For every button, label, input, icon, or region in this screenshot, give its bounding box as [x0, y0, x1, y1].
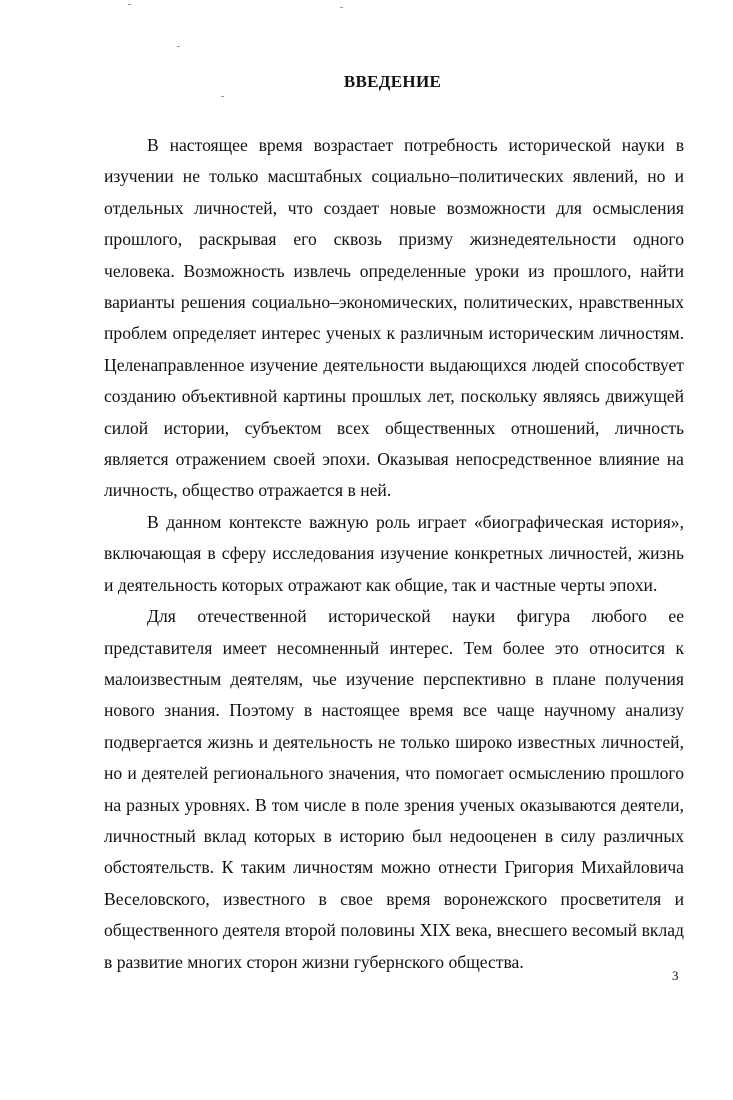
document-body — [104, 130, 684, 978]
paragraph: Для отечественной исторической науки фигура любого ее представителя имеет несомненный интерес. Тем более это относится к малоизвестным деятелям, чье изучение перспективно в плане получения нового знания. Поэтому в настоящее время все чаще научному анализу подвергается жизнь и деятельность не только широко известных личностей, но и деятелей регионального значения, что помогает осмыслению прошлого на разных уровнях. В том числе в поле зрения ученых оказываются деятели, личностный вклад которых в историю был недооценен в силу различных обстоятельств. К таким личностям можно отнести Григория Михайловича Веселовского, известного в свое время воронежского просветителя и общественного деятеля второй половины XIX века, внесшего весомый вклад в развитие многих сторон жизни губернского общества. — [104, 606, 684, 972]
page-heading: ВВЕДЕНИЕ — [343, 72, 442, 91]
scan-artifact — [177, 46, 180, 47]
paragraph: В данном контексте важную роль играет «биографическая история», включающая в сферу исследования изучение конкретных личностей, жизнь и деятельность которых отражают как общие, так и частные черты эпохи. — [104, 511, 684, 595]
paragraph: В настоящее время возрастает потребность исторической науки в изучении не только масштабных социально–политических явлений, но и отдельных личностей, что создает новые возможности для осмысления прошлого, раскрывая его сквозь призму жизнедеятельности одного человека. Возможность извлечь определенные уроки из прошлого, найти варианты решения социально–экономических, политических, нравственных проблем определяет интерес ученых к различным историческим личностям. Целенаправленное изучение деятельности выдающихся людей способствует созданию объективной картины прошлых лет, поскольку являясь движущей силой истории, субъектом всех общественных отношений, личность является отражением своей эпохи. Оказывая непосредственное влияние на личность, общество отражается в ней. — [104, 135, 684, 501]
scan-artifact — [221, 96, 224, 97]
scan-artifact — [340, 7, 343, 8]
scan-artifact — [128, 4, 131, 5]
page-number: 3 — [672, 968, 679, 983]
